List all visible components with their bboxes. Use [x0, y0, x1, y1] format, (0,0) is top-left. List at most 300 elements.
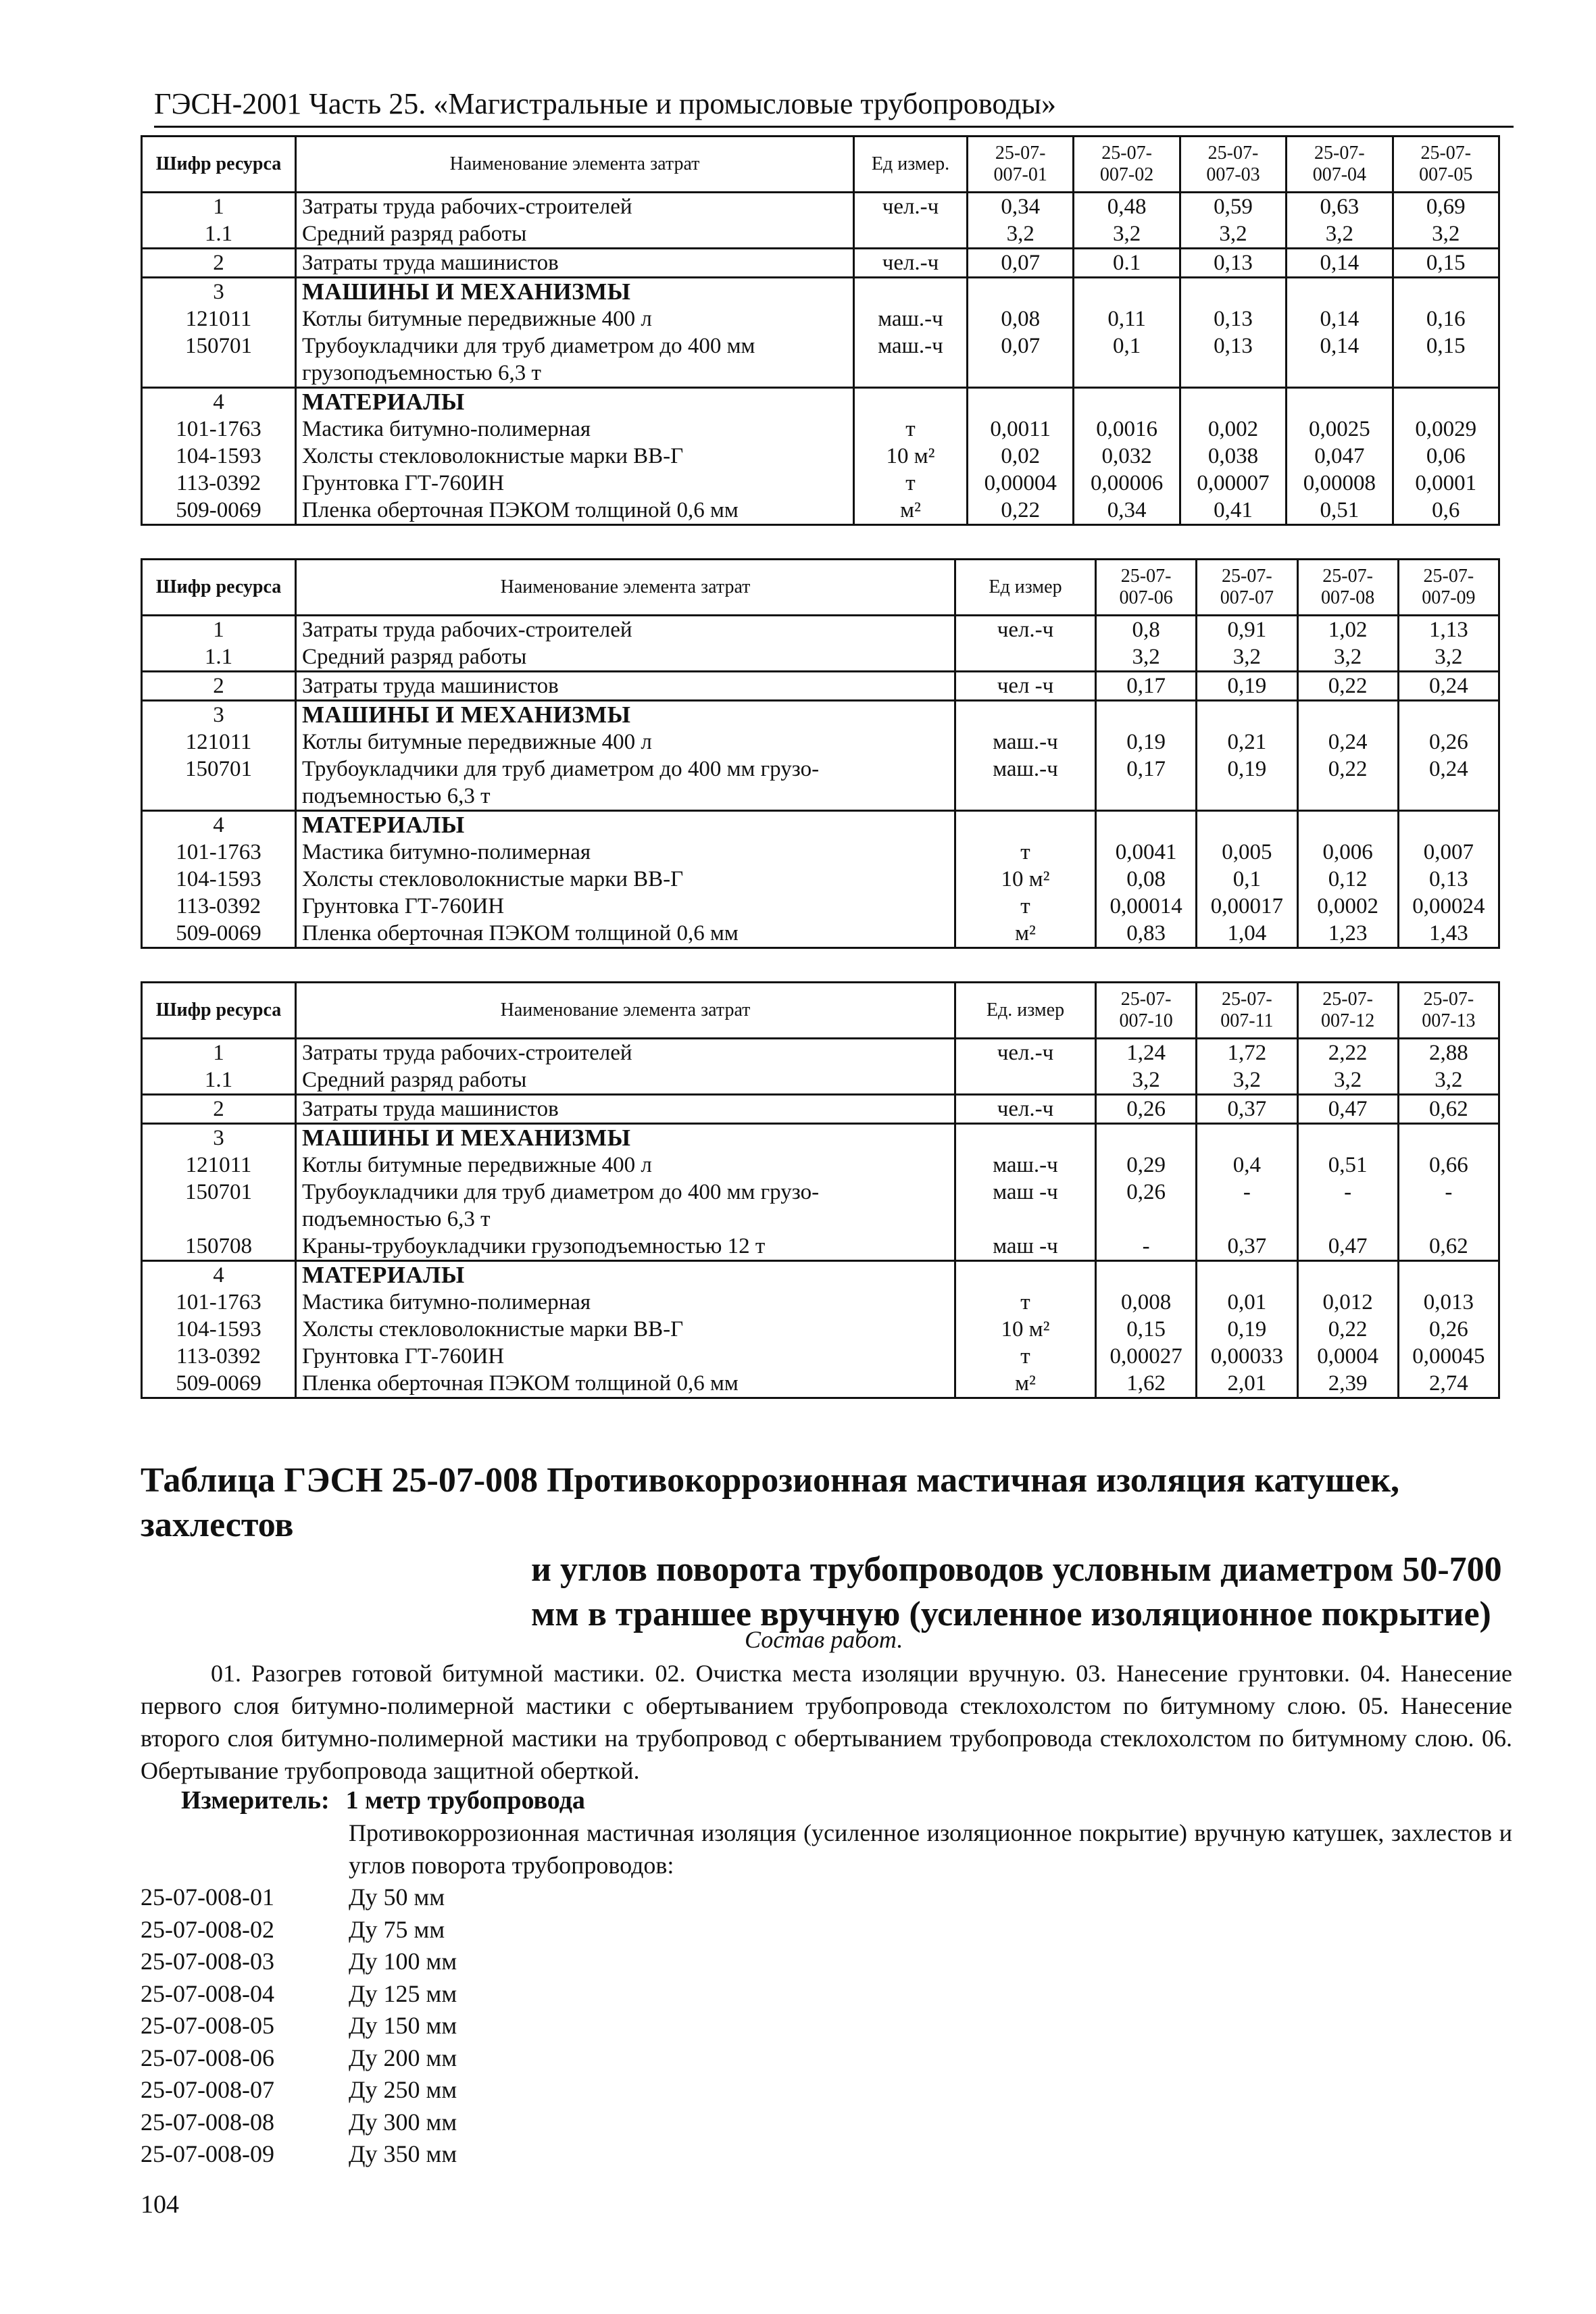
table-row — [142, 616, 1499, 644]
cell-value: 0,00017 — [1197, 893, 1297, 920]
cell-value: 3,2 — [1398, 643, 1499, 672]
header-name: Наименование элемента затрат — [296, 560, 955, 616]
cell-unit: маш.-ч — [955, 756, 1096, 783]
cell-unit: чел -ч — [955, 672, 1096, 701]
cell-value: 0,00006 — [1074, 470, 1180, 497]
cell-code: 150701 — [142, 1179, 296, 1206]
cell-value: 0,07 — [968, 333, 1074, 360]
cell-value — [1096, 811, 1197, 839]
header-norm-prefix: 25-07- — [1322, 989, 1373, 1010]
cell-name: грузоподъемностью 6,3 т — [296, 360, 854, 388]
cell-code: 2 — [142, 672, 296, 701]
section-title-line-2: и углов поворота трубопроводов условным диаметром 50-700 — [531, 1550, 1502, 1589]
cell-unit: маш.-ч — [955, 729, 1096, 756]
cell-name: Грунтовка ГТ-760ИН — [296, 470, 854, 497]
cell-value — [1197, 783, 1297, 811]
norm-code: 25-07-008-03 — [141, 1948, 274, 1975]
norm-code: 25-07-008-08 — [141, 2108, 274, 2136]
cell-unit: 10 м² — [955, 1316, 1096, 1343]
table-header-row — [142, 983, 1499, 1039]
cell-value: 0,0029 — [1393, 416, 1499, 443]
table-row — [142, 1370, 1499, 1398]
cell-value: 0,6 — [1393, 497, 1499, 525]
norm-code: 25-07-008-04 — [141, 1979, 274, 2007]
cell-value: 0,51 — [1297, 1152, 1398, 1179]
table-row — [142, 1289, 1499, 1316]
cell-value — [1074, 388, 1180, 416]
cell-value: 3,2 — [1197, 643, 1297, 672]
cell-value — [1287, 278, 1393, 306]
table-row — [142, 1316, 1499, 1343]
header-norm-prefix: 25-07- — [1101, 143, 1152, 164]
cell-value: 3,2 — [1393, 220, 1499, 249]
cell-code: 1.1 — [142, 220, 296, 249]
cell-value: 0,4 — [1197, 1152, 1297, 1179]
header-norm-prefix: 25-07- — [1420, 143, 1472, 164]
table-row — [142, 866, 1499, 893]
cell-code — [142, 783, 296, 811]
table-row — [142, 443, 1499, 470]
cell-value: 3,2 — [1287, 220, 1393, 249]
cell-value: 0,06 — [1393, 443, 1499, 470]
cell-value: 0,012 — [1297, 1289, 1398, 1316]
header-norm-prefix: 25-07- — [1207, 143, 1259, 164]
cell-value — [1393, 278, 1499, 306]
cell-unit: чел.-ч — [955, 1039, 1096, 1067]
cell-name: Грунтовка ГТ-760ИН — [296, 893, 955, 920]
cell-value: 0,15 — [1096, 1316, 1197, 1343]
header-norm-code — [1287, 137, 1393, 193]
cell-value: 0,26 — [1398, 729, 1499, 756]
cell-name: Котлы битумные передвижные 400 л — [296, 729, 955, 756]
cell-unit: т — [955, 893, 1096, 920]
table-section-row — [142, 388, 1499, 416]
cell-name: МАШИНЫ И МЕХАНИЗМЫ — [296, 701, 955, 729]
cell-value: - — [1398, 1179, 1499, 1206]
cell-code: 1.1 — [142, 643, 296, 672]
cell-value: 0,22 — [1297, 756, 1398, 783]
cell-value — [1197, 811, 1297, 839]
cell-value — [1393, 360, 1499, 388]
cell-value: 0,008 — [1096, 1289, 1197, 1316]
cell-unit — [955, 1066, 1096, 1095]
cell-unit: т — [854, 416, 968, 443]
cell-value: 1,24 — [1096, 1039, 1197, 1067]
cell-unit: маш -ч — [955, 1179, 1096, 1206]
cell-value — [1297, 783, 1398, 811]
cell-value: 0,26 — [1398, 1316, 1499, 1343]
cell-code: 509-0069 — [142, 497, 296, 525]
cell-value: 0,005 — [1197, 839, 1297, 866]
cell-value: 0,0025 — [1287, 416, 1393, 443]
cell-value: 0,15 — [1393, 249, 1499, 278]
cell-value: 1,62 — [1096, 1370, 1197, 1398]
cell-code: 113-0392 — [142, 1343, 296, 1370]
header-norm-suffix: 007-05 — [1419, 164, 1473, 185]
cell-value: 0,00008 — [1287, 470, 1393, 497]
cell-value: 0,00033 — [1197, 1343, 1297, 1370]
cell-value: 0,00024 — [1398, 893, 1499, 920]
cell-name: Грунтовка ГТ-760ИН — [296, 1343, 955, 1370]
norm-code: 25-07-008-01 — [141, 1884, 274, 1911]
cell-value: 3,2 — [1297, 643, 1398, 672]
cell-name: Мастика битумно-полимерная — [296, 1289, 955, 1316]
cell-value: 0,013 — [1398, 1289, 1499, 1316]
cost-table-2 — [141, 558, 1500, 949]
cell-value: 0,62 — [1398, 1095, 1499, 1124]
cell-unit: м² — [955, 920, 1096, 948]
cell-value: 0,13 — [1180, 305, 1286, 333]
table-row — [142, 1039, 1499, 1067]
cell-code: 121011 — [142, 305, 296, 333]
cell-name: Котлы битумные передвижные 400 л — [296, 305, 854, 333]
table-row — [142, 360, 1499, 388]
header-norm-suffix: 007-02 — [1099, 164, 1154, 185]
cell-value: 0,006 — [1297, 839, 1398, 866]
cell-unit: маш.-ч — [955, 1152, 1096, 1179]
cell-value: 0,48 — [1074, 193, 1180, 221]
cell-code: 113-0392 — [142, 470, 296, 497]
cell-unit — [955, 1124, 1096, 1152]
list-item — [141, 2010, 457, 2042]
table-section-row — [142, 701, 1499, 729]
header-norm-prefix: 25-07- — [1423, 989, 1474, 1010]
cell-name: Средний разряд работы — [296, 220, 854, 249]
table-row — [142, 1066, 1499, 1095]
cell-value — [1180, 278, 1286, 306]
cell-name: Затраты труда машинистов — [296, 249, 854, 278]
cell-value: - — [1096, 1233, 1197, 1261]
cell-value — [1096, 701, 1197, 729]
cell-value: 0,22 — [1297, 672, 1398, 701]
header-norm-prefix: 25-07- — [1120, 566, 1172, 587]
cell-name: Затраты труда машинистов — [296, 1095, 955, 1124]
cell-value — [968, 388, 1074, 416]
header-norm-suffix: 007-11 — [1220, 1010, 1274, 1031]
cell-value: 0,59 — [1180, 193, 1286, 221]
composition-text: 01. Разогрев готовой битумной мастики. 02. Очистка места изоляции вручную. 03. Нанесение грунтовки. 04. Нанесение первого слоя битумно-полимерной мастики с обертыванием трубопровода стеклохолстом по битумному слою. 05. Нанесение второго слоя битумно-полимерной мастики на трубопровод с обертыванием трубопровода стеклохолстом по битумному слою. 06. Обертывание трубопровода защитной оберткой. — [141, 1660, 1512, 1784]
cell-name: Холсты стекловолокнистые марки ВВ-Г — [296, 866, 955, 893]
table-section-row — [142, 811, 1499, 839]
list-item — [141, 2107, 457, 2139]
cell-value: 0,34 — [968, 193, 1074, 221]
header-name: Наименование элемента затрат — [296, 983, 955, 1039]
norm-desc: Ду 75 мм — [349, 1915, 445, 1943]
cell-value: 0,08 — [968, 305, 1074, 333]
cell-value — [1398, 701, 1499, 729]
cell-code: 3 — [142, 278, 296, 306]
cell-value: 0,22 — [968, 497, 1074, 525]
cell-value: 0,00004 — [968, 470, 1074, 497]
list-item — [141, 1881, 457, 1914]
header-norm-suffix: 007-08 — [1320, 587, 1375, 608]
norm-desc: Ду 200 мм — [349, 2044, 457, 2071]
cell-name: МАТЕРИАЛЫ — [296, 388, 854, 416]
cell-value: 0,1 — [1074, 333, 1180, 360]
cell-name: МАШИНЫ И МЕХАНИЗМЫ — [296, 278, 854, 306]
cell-unit: м² — [955, 1370, 1096, 1398]
cell-code: 2 — [142, 1095, 296, 1124]
cell-value — [1398, 1124, 1499, 1152]
cell-value — [1287, 388, 1393, 416]
table-row — [142, 1179, 1499, 1206]
cell-name: Затраты труда машинистов — [296, 672, 955, 701]
cell-value: 0,69 — [1393, 193, 1499, 221]
cell-name: Мастика битумно-полимерная — [296, 416, 854, 443]
cell-value: 1,02 — [1297, 616, 1398, 644]
cell-code: 2 — [142, 249, 296, 278]
cell-value: 0,08 — [1096, 866, 1197, 893]
cell-name: Холсты стекловолокнистые марки ВВ-Г — [296, 1316, 955, 1343]
table-row — [142, 1343, 1499, 1370]
header-norm-code — [1197, 983, 1297, 1039]
cell-unit — [955, 1261, 1096, 1289]
codes-list — [141, 1881, 457, 2171]
cell-unit: м² — [854, 497, 968, 525]
cell-value: 0,0004 — [1297, 1343, 1398, 1370]
cell-value: 2,74 — [1398, 1370, 1499, 1398]
header-name: Наименование элемента затрат — [296, 137, 854, 193]
cell-value: 0,13 — [1180, 249, 1286, 278]
cell-value: 3,2 — [1180, 220, 1286, 249]
norm-code: 25-07-008-07 — [141, 2076, 274, 2103]
cell-code: 4 — [142, 1261, 296, 1289]
meter-value: 1 метр трубопровода — [345, 1786, 585, 1815]
cell-value — [1197, 701, 1297, 729]
cell-unit: 10 м² — [955, 866, 1096, 893]
header-unit: Ед измер. — [854, 137, 968, 193]
norm-desc: Ду 300 мм — [349, 2108, 457, 2136]
table-header-row — [142, 137, 1499, 193]
cell-value: 2,01 — [1197, 1370, 1297, 1398]
table-row — [142, 193, 1499, 221]
cell-value: 0,0001 — [1393, 470, 1499, 497]
cell-unit — [854, 360, 968, 388]
cell-name: Пленка оберточная ПЭКОМ толщиной 0,6 мм — [296, 497, 854, 525]
cell-value: 0,83 — [1096, 920, 1197, 948]
meter-label: Измеритель: — [181, 1786, 330, 1815]
cell-value: 0,00014 — [1096, 893, 1197, 920]
cell-value — [1297, 1124, 1398, 1152]
cell-value: 0,00045 — [1398, 1343, 1499, 1370]
header-norm-prefix: 25-07- — [995, 143, 1046, 164]
cost-table-3 — [141, 981, 1500, 1399]
cell-value: 0.1 — [1074, 249, 1180, 278]
cell-value: 0,47 — [1297, 1095, 1398, 1124]
cell-value: 0,0011 — [968, 416, 1074, 443]
cell-value: 0,51 — [1287, 497, 1393, 525]
cell-value: 0,26 — [1096, 1179, 1197, 1206]
cell-value: 0,13 — [1398, 866, 1499, 893]
norm-desc: Ду 125 мм — [349, 1979, 457, 2007]
cell-value: 0,37 — [1197, 1095, 1297, 1124]
cell-value: 0,00007 — [1180, 470, 1286, 497]
cell-value: 0,16 — [1393, 305, 1499, 333]
section-title — [141, 1458, 1512, 1637]
cell-value — [1074, 360, 1180, 388]
cell-value: 0,34 — [1074, 497, 1180, 525]
cell-name: Мастика битумно-полимерная — [296, 839, 955, 866]
cell-name: Холсты стекловолокнистые марки ВВ-Г — [296, 443, 854, 470]
cell-value: 0,11 — [1074, 305, 1180, 333]
header-norm-code — [1096, 560, 1197, 616]
cell-value: 0,26 — [1096, 1095, 1197, 1124]
header-norm-prefix: 25-07- — [1222, 989, 1272, 1010]
cell-value: 0,14 — [1287, 333, 1393, 360]
cell-value — [1096, 1124, 1197, 1152]
header-norm-prefix: 25-07- — [1314, 143, 1365, 164]
list-item — [141, 1978, 457, 2011]
norm-desc: Ду 100 мм — [349, 1948, 457, 1975]
cell-value — [1398, 1206, 1499, 1233]
table-row — [142, 783, 1499, 811]
cell-unit — [955, 783, 1096, 811]
cell-value: 3,2 — [1096, 643, 1197, 672]
header-norm-suffix: 007-01 — [993, 164, 1047, 185]
cell-name: МАТЕРИАЛЫ — [296, 811, 955, 839]
header-norm-code — [1074, 137, 1180, 193]
table-section-row — [142, 1261, 1499, 1289]
cell-code: 121011 — [142, 1152, 296, 1179]
cell-value: 0,12 — [1297, 866, 1398, 893]
cell-code: 1 — [142, 1039, 296, 1067]
table-row — [142, 249, 1499, 278]
table-row — [142, 1152, 1499, 1179]
cell-value: 0,29 — [1096, 1152, 1197, 1179]
cell-value: 0,19 — [1197, 672, 1297, 701]
header-unit: Ед. измер — [955, 983, 1096, 1039]
cell-value — [1197, 1124, 1297, 1152]
cell-value: 0,24 — [1398, 756, 1499, 783]
cell-name: подъемностью 6,3 т — [296, 783, 955, 811]
cell-value: 0,41 — [1180, 497, 1286, 525]
header-norm-code — [1297, 560, 1398, 616]
cell-code: 150708 — [142, 1233, 296, 1261]
table-row — [142, 1095, 1499, 1124]
intro-text: Противокоррозионная мастичная изоляция (усиленное изоляционное покрытие) вручную катушек, захлестов и углов поворота трубопроводов: — [349, 1819, 1512, 1879]
norm-desc: Ду 150 мм — [349, 2012, 457, 2039]
cell-unit: маш.-ч — [854, 333, 968, 360]
cell-name: Краны-трубоукладчики грузоподъемностью 12 т — [296, 1233, 955, 1261]
table-section-row — [142, 1124, 1499, 1152]
cell-value: 0,14 — [1287, 305, 1393, 333]
cell-code: 101-1763 — [142, 1289, 296, 1316]
cell-value — [1180, 360, 1286, 388]
norm-desc: Ду 50 мм — [349, 1884, 445, 1911]
cell-value: 2,39 — [1297, 1370, 1398, 1398]
cell-value: 0,24 — [1297, 729, 1398, 756]
cell-value: 0,002 — [1180, 416, 1286, 443]
cell-code: 113-0392 — [142, 893, 296, 920]
cell-unit — [854, 220, 968, 249]
table-row — [142, 839, 1499, 866]
list-item — [141, 2138, 457, 2171]
list-item — [141, 2074, 457, 2107]
cell-unit: маш -ч — [955, 1233, 1096, 1261]
cell-value: 3,2 — [1297, 1066, 1398, 1095]
cell-value — [1096, 783, 1197, 811]
running-header: ГЭСН-2001 Часть 25. «Магистральные и промысловые трубопроводы» — [154, 87, 1514, 128]
cell-name: Средний разряд работы — [296, 1066, 955, 1095]
cell-name: Трубоукладчики для труб диаметром до 400 мм — [296, 333, 854, 360]
cell-code: 150701 — [142, 756, 296, 783]
cell-value: 0,37 — [1197, 1233, 1297, 1261]
cell-value: 1,72 — [1197, 1039, 1297, 1067]
cell-value: 0,0002 — [1297, 893, 1398, 920]
cell-unit: т — [854, 470, 968, 497]
table-row — [142, 220, 1499, 249]
cell-value: 0,17 — [1096, 756, 1197, 783]
cell-value: 3,2 — [968, 220, 1074, 249]
cell-value: 0,047 — [1287, 443, 1393, 470]
table-row — [142, 1206, 1499, 1233]
cell-value: 0,91 — [1197, 616, 1297, 644]
cell-unit: чел.-ч — [854, 193, 968, 221]
cell-value: - — [1297, 1179, 1398, 1206]
cell-value — [1297, 1206, 1398, 1233]
table-row — [142, 305, 1499, 333]
cell-value: 0,15 — [1393, 333, 1499, 360]
header-norm-suffix: 007-12 — [1320, 1010, 1375, 1031]
cell-code: 101-1763 — [142, 839, 296, 866]
cell-code: 101-1763 — [142, 416, 296, 443]
table-section-row — [142, 278, 1499, 306]
cell-value: 0,19 — [1197, 1316, 1297, 1343]
cell-value — [1074, 278, 1180, 306]
cell-value — [968, 360, 1074, 388]
cell-value: 0,02 — [968, 443, 1074, 470]
cell-value: 1,13 — [1398, 616, 1499, 644]
cell-value — [1297, 811, 1398, 839]
cell-unit: маш.-ч — [854, 305, 968, 333]
cell-unit: чел.-ч — [955, 1095, 1096, 1124]
table-row — [142, 643, 1499, 672]
cell-value: 1,04 — [1197, 920, 1297, 948]
table-row — [142, 416, 1499, 443]
cell-value — [1096, 1206, 1197, 1233]
cell-code: 104-1593 — [142, 1316, 296, 1343]
cell-value: 0,0041 — [1096, 839, 1197, 866]
cell-value: 0,1 — [1197, 866, 1297, 893]
cell-value: 0,66 — [1398, 1152, 1499, 1179]
cell-value: 0,007 — [1398, 839, 1499, 866]
header-unit: Ед измер — [955, 560, 1096, 616]
header-norm-prefix: 25-07- — [1222, 566, 1272, 587]
cell-value — [1180, 388, 1286, 416]
cell-value: 0,47 — [1297, 1233, 1398, 1261]
cell-code: 1 — [142, 193, 296, 221]
cell-value — [1096, 1261, 1197, 1289]
meter-line — [181, 1784, 585, 1817]
header-norm-code — [1180, 137, 1286, 193]
section-title-line-3: мм в траншее вручную (усиленное изоляционное покрытие) — [531, 1595, 1491, 1633]
cell-code — [142, 1206, 296, 1233]
cell-unit: т — [955, 1289, 1096, 1316]
cell-value: 0,24 — [1398, 672, 1499, 701]
cell-name: Пленка оберточная ПЭКОМ толщиной 0,6 мм — [296, 920, 955, 948]
composition-heading: Состав работ. — [745, 1626, 903, 1653]
cell-value: 3,2 — [1074, 220, 1180, 249]
page-number: 104 — [141, 2190, 179, 2219]
cell-code: 509-0069 — [142, 920, 296, 948]
header-norm-code — [1297, 983, 1398, 1039]
norm-code: 25-07-008-06 — [141, 2044, 274, 2071]
cell-value: 0,07 — [968, 249, 1074, 278]
cell-value — [1287, 360, 1393, 388]
cell-value: 2,88 — [1398, 1039, 1499, 1067]
list-item — [141, 1946, 457, 1978]
header-norm-suffix: 007-10 — [1119, 1010, 1173, 1031]
